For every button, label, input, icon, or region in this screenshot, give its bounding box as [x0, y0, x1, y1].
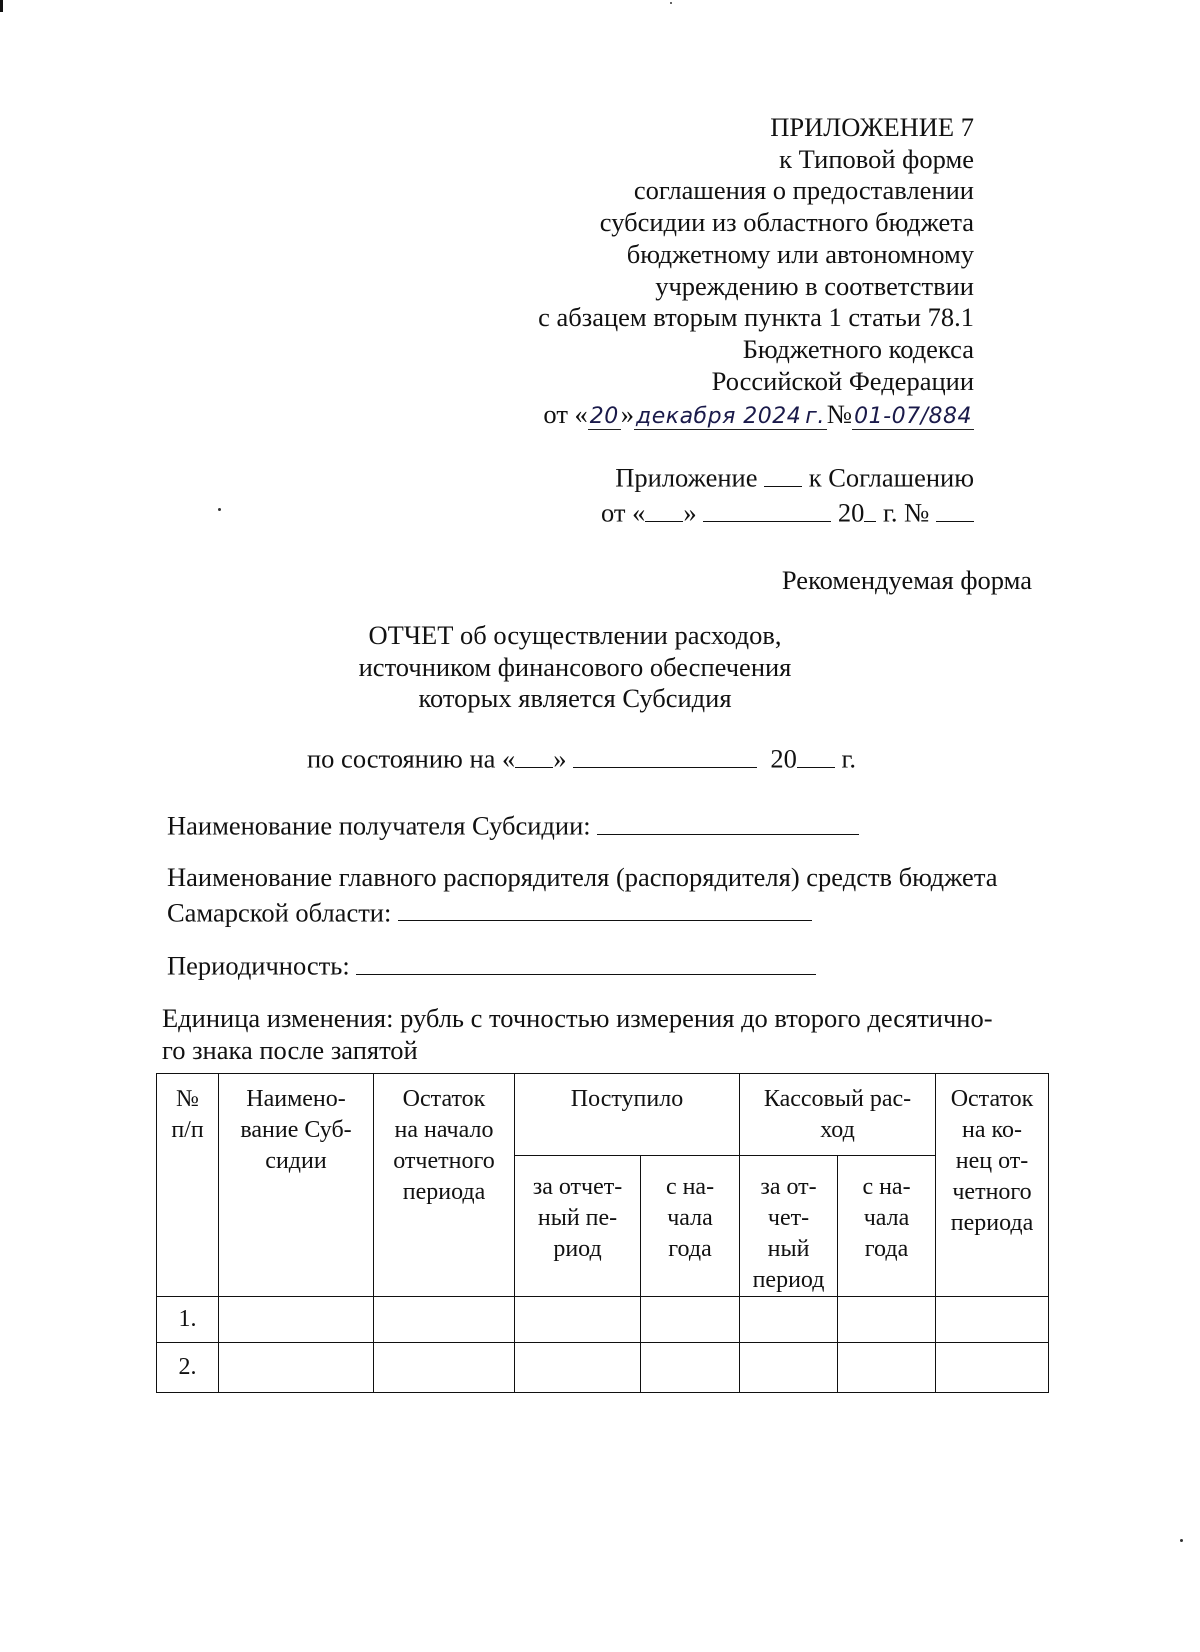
header-text: чала — [863, 1205, 910, 1231]
table-cell[interactable] — [838, 1343, 936, 1393]
agreement-day-blank[interactable] — [645, 494, 683, 522]
as-of-month-blank[interactable] — [573, 740, 757, 768]
order-year-suffix-handwritten: г. — [805, 404, 825, 430]
header-text: периода — [950, 1210, 1034, 1236]
as-of-prefix: по состоянию на « — [307, 743, 516, 774]
header-text: за отчет- — [532, 1174, 623, 1200]
agreement-line-1 — [601, 459, 974, 494]
appendix-line: к Типовой форме — [779, 143, 974, 174]
periodicity-field — [167, 947, 816, 982]
recommended-form-label: Рекомендуемая форма — [781, 565, 1032, 595]
header-text: № — [176, 1086, 199, 1112]
manager-blank[interactable] — [398, 894, 812, 922]
agreement-appendix-label: Приложение — [615, 462, 758, 493]
col-header-expense-period — [740, 1156, 838, 1297]
order-number-sign: № — [826, 399, 853, 430]
scan-speck — [218, 508, 221, 511]
table-cell[interactable] — [219, 1343, 374, 1393]
agreement-date-mid: » — [683, 497, 697, 528]
agreement-number-blank[interactable] — [936, 494, 974, 522]
recipient-blank[interactable] — [597, 807, 859, 835]
report-title — [0, 620, 1200, 715]
table-cell[interactable] — [740, 1297, 838, 1343]
header-text: на ко- — [962, 1117, 1022, 1143]
table-cell[interactable] — [740, 1343, 838, 1393]
table-cell[interactable] — [515, 1297, 641, 1343]
appendix-line: субсидии из областного бюджета — [599, 207, 974, 238]
header-text: чала — [667, 1205, 713, 1231]
header-text: период — [752, 1267, 825, 1293]
report-table — [156, 1073, 1049, 1393]
header-text: с на- — [862, 1174, 911, 1200]
unit-of-measure-text — [162, 1003, 1047, 1066]
col-header-subsidy-name — [219, 1074, 374, 1297]
unit-text-line-1: Единица изменения: рубль с точностью измерения до второго десятично- — [162, 1003, 993, 1033]
row-number-cell: 2. — [157, 1343, 219, 1393]
agreement-reference — [601, 459, 974, 529]
row-number-cell: 1. — [157, 1297, 219, 1343]
report-title-line: которых является Субсидия — [418, 683, 732, 714]
order-day-handwritten: 20 — [589, 404, 619, 430]
agreement-month-blank[interactable] — [703, 494, 831, 522]
as-of-year-prefix: 20 — [770, 743, 797, 774]
col-header-received — [515, 1074, 740, 1156]
header-text: за от- — [760, 1174, 817, 1200]
agreement-date-prefix: от « — [600, 497, 646, 528]
header-text: периода — [402, 1179, 486, 1205]
order-number-handwritten: 01-07/884 — [854, 404, 972, 430]
agreement-year-blank[interactable] — [864, 494, 876, 522]
table-cell[interactable] — [936, 1297, 1049, 1343]
appendix-line: бюджетному или автономному — [626, 238, 974, 269]
report-title-line: ОТЧЕТ об осуществлении расходов, — [368, 620, 782, 650]
scan-edge-mark — [0, 0, 3, 12]
header-text: нец от- — [955, 1148, 1029, 1174]
header-text: Поступило — [570, 1086, 684, 1112]
table-cell[interactable] — [219, 1297, 374, 1343]
col-header-cash-expense — [740, 1074, 936, 1156]
recipient-field — [167, 807, 859, 842]
as-of-year-blank[interactable] — [797, 740, 835, 768]
header-text: сидии — [265, 1148, 327, 1174]
table-cell[interactable] — [374, 1343, 515, 1393]
header-text: года — [864, 1236, 909, 1262]
manager-label-line-2: Самарской области: — [167, 897, 392, 928]
as-of-year-suffix: г. — [841, 743, 857, 774]
periodicity-blank[interactable] — [356, 947, 816, 975]
agreement-number-label: г. № — [882, 497, 930, 528]
appendix-line: Российской Федерации — [711, 365, 974, 396]
appendix-header — [538, 112, 974, 433]
col-header-end-balance — [936, 1074, 1049, 1297]
table-cell[interactable] — [374, 1297, 515, 1343]
as-of-mid: » — [553, 743, 567, 774]
table-cell[interactable] — [838, 1297, 936, 1343]
header-text: ный пе- — [537, 1205, 618, 1231]
periodicity-label: Периодичность: — [167, 950, 350, 981]
header-text: Наимено- — [246, 1086, 346, 1112]
table-cell[interactable] — [641, 1297, 740, 1343]
order-prefix: от « — [543, 399, 588, 430]
header-text: риод — [553, 1236, 602, 1262]
header-text: вание Суб- — [240, 1117, 352, 1143]
col-header-start-balance — [374, 1074, 515, 1297]
as-of-day-blank[interactable] — [515, 740, 553, 768]
table-row — [157, 1297, 1049, 1343]
scan-speck — [670, 2, 672, 4]
order-mid: » — [620, 399, 635, 430]
appendix-line: Бюджетного кодекса — [742, 333, 974, 364]
appendix-line: учреждению в соответствии — [655, 270, 974, 301]
header-text: ход — [820, 1117, 855, 1143]
header-text: года — [668, 1236, 712, 1262]
manager-label-line-1: Наименование главного распорядителя (распорядителя) средств бюджета — [167, 862, 998, 892]
agreement-year-prefix: 20 — [837, 497, 865, 528]
agreement-appendix-number-blank[interactable] — [764, 459, 802, 487]
header-text: с на- — [665, 1174, 715, 1200]
recipient-label: Наименование получателя Субсидии: — [167, 810, 591, 841]
appendix-line: соглашения о предоставлении — [633, 175, 974, 206]
header-text: четного — [952, 1179, 1032, 1205]
unit-text-line-2: го знака после запятой — [162, 1034, 418, 1065]
col-header-expense-ytd — [838, 1156, 936, 1297]
appendix-line: с абзацем вторым пункта 1 статьи 78.1 — [538, 302, 974, 333]
header-text: п/п — [171, 1117, 204, 1143]
report-title-line: источником финансового обеспечения — [358, 651, 792, 682]
header-text: на начало — [394, 1117, 494, 1143]
header-text: Остаток — [950, 1086, 1034, 1112]
header-text: ный — [767, 1236, 810, 1262]
col-header-number — [157, 1074, 219, 1297]
table-cell[interactable] — [515, 1343, 641, 1393]
order-month-year-handwritten: декабря 2024 — [636, 404, 802, 430]
as-of-date-line — [307, 740, 856, 775]
order-date-line — [538, 399, 974, 433]
table-cell[interactable] — [641, 1343, 740, 1393]
col-header-received-period — [515, 1156, 641, 1297]
table-cell[interactable] — [936, 1343, 1049, 1393]
header-text: отчетного — [393, 1148, 495, 1174]
header-text: чет- — [767, 1205, 810, 1231]
agreement-label: к Соглашению — [808, 462, 974, 493]
table-row — [157, 1343, 1049, 1393]
manager-field — [167, 862, 997, 929]
col-header-received-ytd — [641, 1156, 740, 1297]
header-text: Кассовый рас- — [763, 1086, 912, 1112]
appendix-line: ПРИЛОЖЕНИЕ 7 — [770, 112, 974, 142]
header-text: Остаток — [402, 1086, 486, 1112]
scan-speck — [1180, 1539, 1183, 1542]
agreement-line-2 — [601, 494, 974, 529]
